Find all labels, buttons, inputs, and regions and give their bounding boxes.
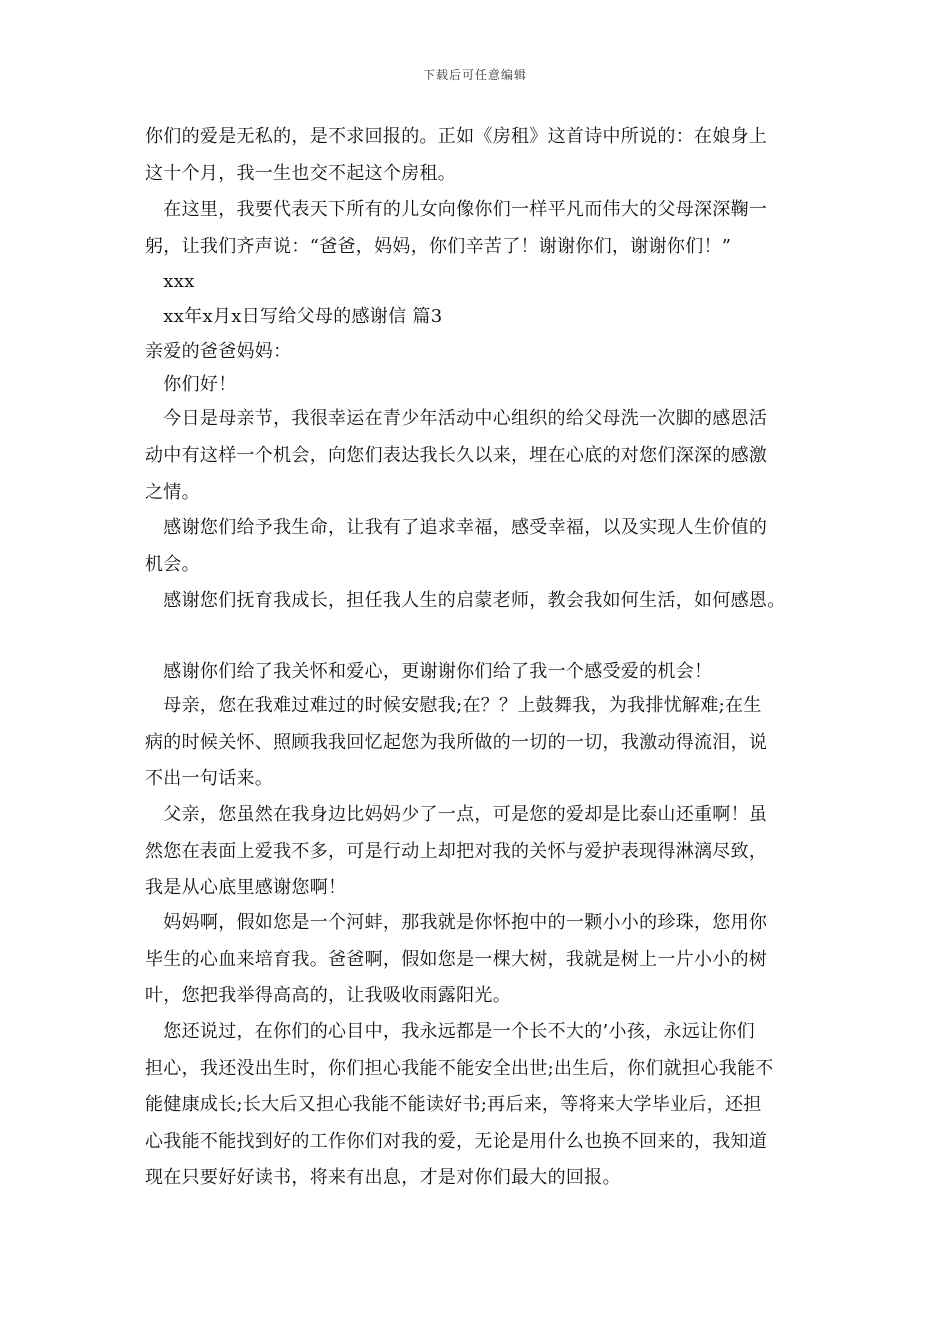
page-header-note: 下载后可任意编辑 <box>422 68 527 82</box>
letter-title: xx年x月x日写给父母的感谢信 篇3 <box>145 306 443 327</box>
greeting-line: 你们好！ <box>145 374 237 395</box>
paragraph-line: 之情。 <box>145 482 200 503</box>
paragraph-line: 您还说过，在你们的心目中，我永远都是一个长不大的’小孩，永远让你们 <box>145 1021 755 1042</box>
paragraph-line: 动中有这样一个机会，向您们表达我长久以来，埋在心底的对您们深深的感激 <box>145 445 768 466</box>
paragraph-line: 病的时候关怀、照顾我我回忆起您为我所做的一切的一切，我激动得流泪，说 <box>145 732 768 753</box>
paragraph-line: 心我能不能找到好的工作你们对我的爱，无论是用什么也换不回来的，我知道 <box>145 1131 768 1152</box>
signature-line: xxx <box>145 271 195 292</box>
paragraph-line: 今日是母亲节，我很幸运在青少年活动中心组织的给父母洗一次脚的感恩活 <box>145 408 768 429</box>
paragraph-line: 躬，让我们齐声说：“爸爸，妈妈，你们辛苦了！谢谢你们，谢谢你们！” <box>145 236 732 257</box>
paragraph-line: 担心，我还没出生时，你们担心我能不能安全出世;出生后，你们就担心我能不 <box>145 1058 774 1079</box>
paragraph-line: 叶，您把我举得高高的，让我吸收雨露阳光。 <box>145 985 511 1006</box>
paragraph-line: 感谢您们给予我生命，让我有了追求幸福，感受幸福，以及实现人生价值的 <box>145 517 768 538</box>
paragraph-line: 这十个月，我一生也交不起这个房租。 <box>145 163 457 184</box>
paragraph-line: 然您在表面上爱我不多，可是行动上却把对我的关怀与爱护表现得淋漓尽致， <box>145 841 768 862</box>
paragraph-line: 我是从心底里感谢您啊！ <box>145 877 347 898</box>
paragraph-line: 母亲，您在我难过难过的时候安慰我;在？？上鼓舞我，为我排忧解难;在生 <box>145 695 762 716</box>
paragraph-line: 父亲，您虽然在我身边比妈妈少了一点，可是您的爱却是比泰山还重啊！虽 <box>145 804 768 825</box>
paragraph-line: 你们的爱是无私的，是不求回报的。正如《房租》这首诗中所说的：在娘身上 <box>145 126 768 147</box>
paragraph-line: 现在只要好好读书，将来有出息，才是对你们最大的回报。 <box>145 1167 621 1188</box>
paragraph-line: 感谢您们抚育我成长，担任我人生的启蒙老师，教会我如何生活，如何感恩。 <box>145 590 786 611</box>
paragraph-line: 能健康成长;长大后又担心我能不能读好书;再后来，等将来大学毕业后，还担 <box>145 1094 762 1115</box>
paragraph-line: 感谢你们给了我关怀和爱心，更谢谢你们给了我一个感受爱的机会！ <box>145 661 713 682</box>
salutation-line: 亲爱的爸爸妈妈： <box>145 341 292 362</box>
paragraph-line: 毕生的心血来培育我。爸爸啊，假如您是一棵大树，我就是树上一片小小的树 <box>145 949 768 970</box>
paragraph-line: 不出一句话来。 <box>145 768 274 789</box>
paragraph-line: 机会。 <box>145 554 200 575</box>
paragraph-line: 妈妈啊，假如您是一个河蚌，那我就是你怀抱中的一颗小小的珍珠，您用你 <box>145 912 768 933</box>
paragraph-line: 在这里，我要代表天下所有的儿女向像你们一样平凡而伟大的父母深深鞠一 <box>145 199 768 220</box>
